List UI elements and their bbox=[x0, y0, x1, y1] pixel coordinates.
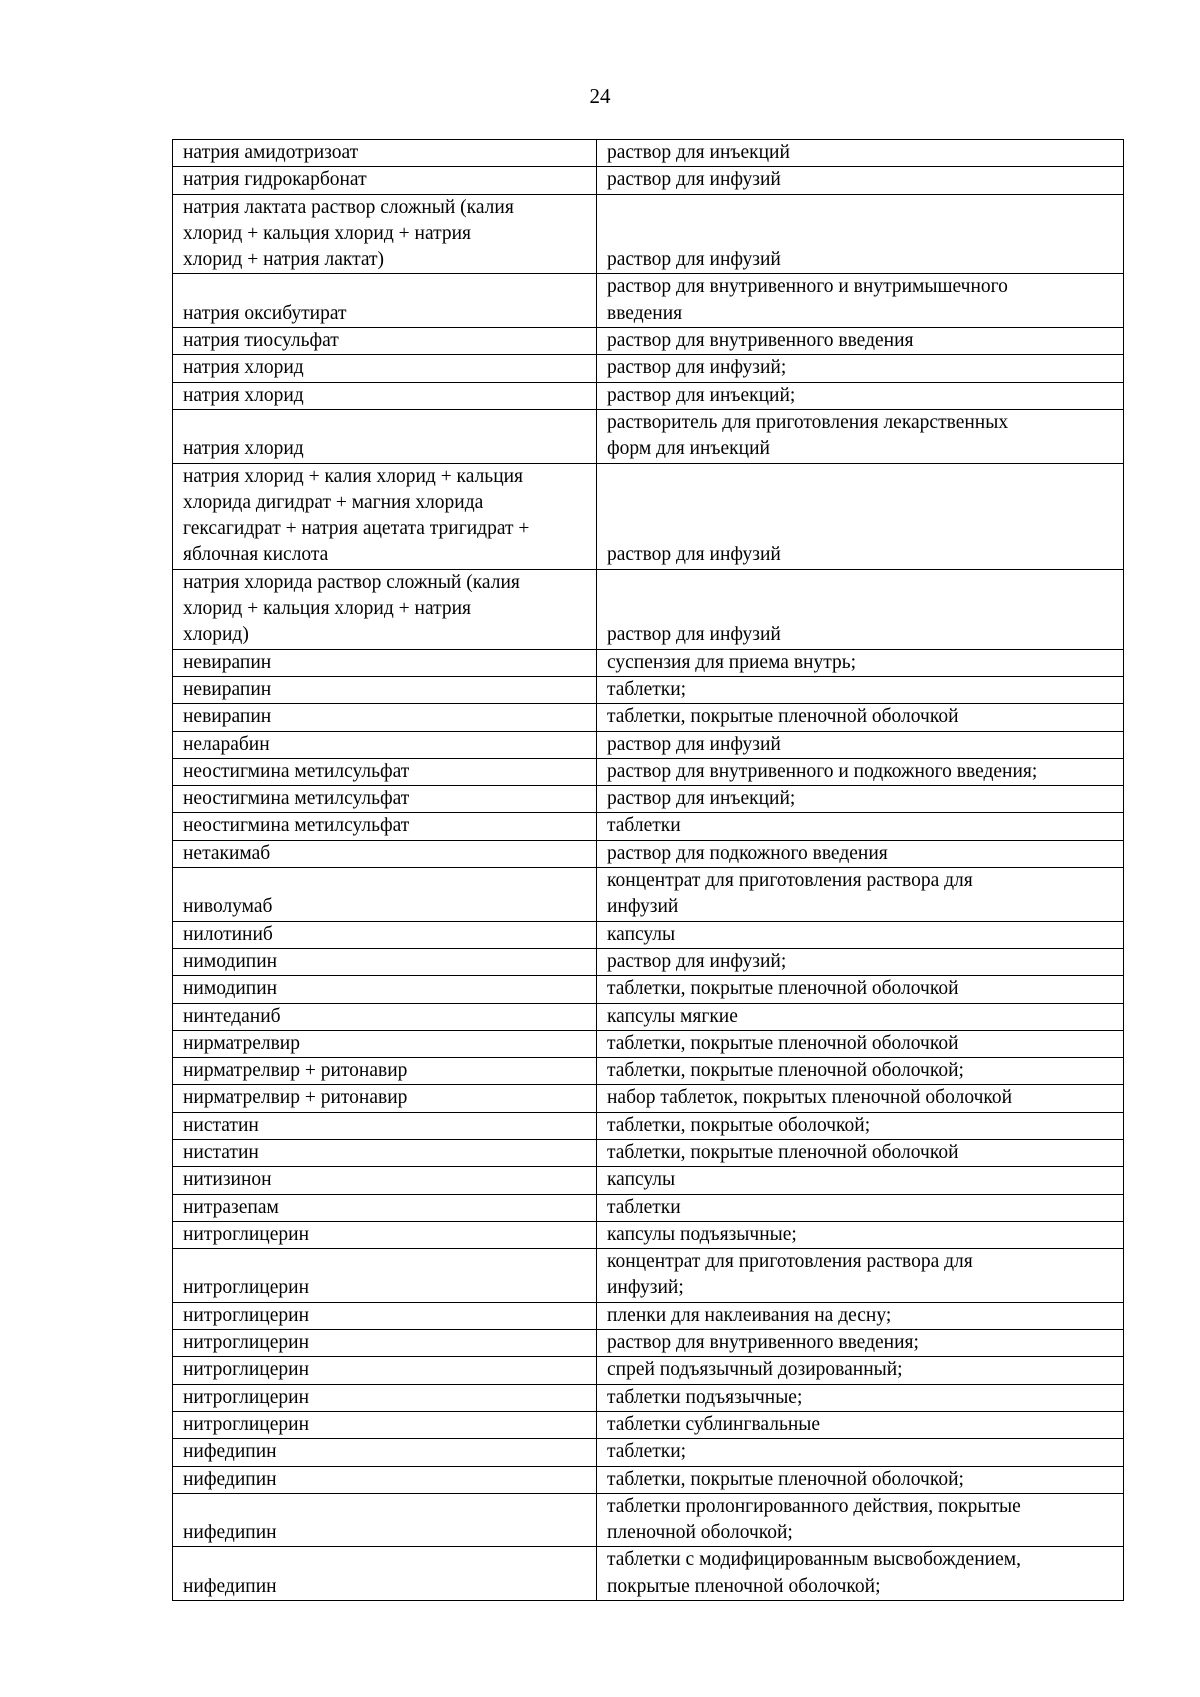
dosage-form-cell: раствор для внутривенного введения bbox=[597, 328, 1124, 355]
table-row bbox=[173, 1139, 1124, 1166]
table-row bbox=[173, 1221, 1124, 1248]
table-row bbox=[173, 1167, 1124, 1194]
table-row bbox=[173, 868, 1124, 922]
dosage-form-cell: таблетки сублингвальные bbox=[597, 1411, 1124, 1438]
dosage-form-cell: концентрат для приготовления раствора для инфузий; bbox=[597, 1249, 1124, 1303]
drug-name-cell: натрия хлорид bbox=[173, 382, 597, 409]
drug-name-cell: нитроглицерин bbox=[173, 1249, 597, 1303]
drug-name-cell: нифедипин bbox=[173, 1466, 597, 1493]
drug-name-cell: нирматрелвир + ритонавир bbox=[173, 1085, 597, 1112]
drug-table bbox=[172, 139, 1124, 1601]
dosage-form-cell: таблетки, покрытые пленочной оболочкой bbox=[597, 1030, 1124, 1057]
drug-name-cell: нистатин bbox=[173, 1139, 597, 1166]
dosage-form-cell: таблетки подъязычные; bbox=[597, 1384, 1124, 1411]
drug-name-cell: нирматрелвир + ритонавир bbox=[173, 1058, 597, 1085]
dosage-form-cell: спрей подъязычный дозированный; bbox=[597, 1357, 1124, 1384]
table-row bbox=[173, 758, 1124, 785]
drug-name-cell: натрия хлорид bbox=[173, 409, 597, 463]
drug-name-cell: нирматрелвир bbox=[173, 1030, 597, 1057]
drug-name-cell: неларабин bbox=[173, 731, 597, 758]
dosage-form-cell: раствор для инъекций; bbox=[597, 786, 1124, 813]
table-row bbox=[173, 1302, 1124, 1329]
drug-name-cell: натрия хлорида раствор сложный (калия хлорид + кальция хлорид + натрия хлорид) bbox=[173, 569, 597, 649]
drug-name-cell: нитроглицерин bbox=[173, 1384, 597, 1411]
table-row bbox=[173, 140, 1124, 167]
dosage-form-cell: раствор для инфузий bbox=[597, 167, 1124, 194]
dosage-form-cell: растворитель для приготовления лекарственных форм для инъекций bbox=[597, 409, 1124, 463]
table-row bbox=[173, 274, 1124, 328]
table-row bbox=[173, 1466, 1124, 1493]
table-row bbox=[173, 649, 1124, 676]
table-row bbox=[173, 813, 1124, 840]
dosage-form-cell: таблетки, покрытые оболочкой; bbox=[597, 1112, 1124, 1139]
table-row bbox=[173, 1439, 1124, 1466]
drug-name-cell: натрия лактата раствор сложный (калия хлорид + кальция хлорид + натрия хлорид + натрия лактат) bbox=[173, 194, 597, 274]
drug-name-cell: натрия гидрокарбонат bbox=[173, 167, 597, 194]
table-row bbox=[173, 382, 1124, 409]
drug-name-cell: невирапин bbox=[173, 649, 597, 676]
table-row bbox=[173, 167, 1124, 194]
dosage-form-cell: набор таблеток, покрытых пленочной оболочкой bbox=[597, 1085, 1124, 1112]
drug-name-cell: натрия амидотризоат bbox=[173, 140, 597, 167]
table-row bbox=[173, 786, 1124, 813]
table-row bbox=[173, 1085, 1124, 1112]
table-row bbox=[173, 1003, 1124, 1030]
dosage-form-cell: таблетки; bbox=[597, 1439, 1124, 1466]
table-row bbox=[173, 1058, 1124, 1085]
table-row bbox=[173, 328, 1124, 355]
drug-name-cell: нилотиниб bbox=[173, 921, 597, 948]
dosage-form-cell: раствор для инфузий; bbox=[597, 948, 1124, 975]
table-row bbox=[173, 355, 1124, 382]
drug-name-cell: нитроглицерин bbox=[173, 1357, 597, 1384]
dosage-form-cell: раствор для внутривенного и внутримышечного введения bbox=[597, 274, 1124, 328]
dosage-form-cell: таблетки; bbox=[597, 676, 1124, 703]
drug-name-cell: неостигмина метилсульфат bbox=[173, 786, 597, 813]
dosage-form-cell: таблетки, покрытые пленочной оболочкой bbox=[597, 976, 1124, 1003]
table-row bbox=[173, 1357, 1124, 1384]
dosage-form-cell: таблетки, покрытые пленочной оболочкой; bbox=[597, 1058, 1124, 1085]
dosage-form-cell: суспензия для приема внутрь; bbox=[597, 649, 1124, 676]
dosage-form-cell: капсулы подъязычные; bbox=[597, 1221, 1124, 1248]
dosage-form-cell: таблетки, покрытые пленочной оболочкой; bbox=[597, 1466, 1124, 1493]
table-row bbox=[173, 840, 1124, 867]
drug-name-cell: натрия хлорид bbox=[173, 355, 597, 382]
drug-name-cell: нитроглицерин bbox=[173, 1302, 597, 1329]
table-row bbox=[173, 409, 1124, 463]
drug-name-cell: нитразепам bbox=[173, 1194, 597, 1221]
table-row bbox=[173, 1411, 1124, 1438]
drug-name-cell: нифедипин bbox=[173, 1547, 597, 1601]
dosage-form-cell: раствор для инфузий bbox=[597, 194, 1124, 274]
drug-name-cell: невирапин bbox=[173, 704, 597, 731]
table-row bbox=[173, 921, 1124, 948]
drug-name-cell: нистатин bbox=[173, 1112, 597, 1139]
dosage-form-cell: концентрат для приготовления раствора для инфузий bbox=[597, 868, 1124, 922]
table-row bbox=[173, 948, 1124, 975]
drug-name-cell: нитроглицерин bbox=[173, 1330, 597, 1357]
table-row bbox=[173, 463, 1124, 569]
table-row bbox=[173, 1330, 1124, 1357]
dosage-form-cell: таблетки bbox=[597, 813, 1124, 840]
drug-name-cell: натрия тиосульфат bbox=[173, 328, 597, 355]
drug-name-cell: ниволумаб bbox=[173, 868, 597, 922]
table-row bbox=[173, 1112, 1124, 1139]
drug-name-cell: неостигмина метилсульфат bbox=[173, 813, 597, 840]
dosage-form-cell: раствор для внутривенного и подкожного введения; bbox=[597, 758, 1124, 785]
table-row bbox=[173, 1194, 1124, 1221]
drug-name-cell: натрия хлорид + калия хлорид + кальция хлорида дигидрат + магния хлорида гексагидрат + натрия ацетата тригидрат + яблочная кислота bbox=[173, 463, 597, 569]
dosage-form-cell: раствор для инъекций bbox=[597, 140, 1124, 167]
drug-name-cell: нитроглицерин bbox=[173, 1411, 597, 1438]
dosage-form-cell: капсулы мягкие bbox=[597, 1003, 1124, 1030]
drug-name-cell: натрия оксибутират bbox=[173, 274, 597, 328]
table-row bbox=[173, 976, 1124, 1003]
table-row bbox=[173, 731, 1124, 758]
table-row bbox=[173, 1030, 1124, 1057]
drug-name-cell: невирапин bbox=[173, 676, 597, 703]
dosage-form-cell: таблетки пролонгированного действия, покрытые пленочной оболочкой; bbox=[597, 1493, 1124, 1547]
dosage-form-cell: раствор для инъекций; bbox=[597, 382, 1124, 409]
drug-name-cell: нифедипин bbox=[173, 1439, 597, 1466]
dosage-form-cell: пленки для наклеивания на десну; bbox=[597, 1302, 1124, 1329]
table-body bbox=[173, 140, 1124, 1601]
table-row bbox=[173, 1249, 1124, 1303]
dosage-form-cell: капсулы bbox=[597, 1167, 1124, 1194]
table-row bbox=[173, 1384, 1124, 1411]
drug-name-cell: нимодипин bbox=[173, 976, 597, 1003]
dosage-form-cell: таблетки bbox=[597, 1194, 1124, 1221]
dosage-form-cell: капсулы bbox=[597, 921, 1124, 948]
drug-name-cell: нетакимаб bbox=[173, 840, 597, 867]
table-row bbox=[173, 1493, 1124, 1547]
dosage-form-cell: раствор для инфузий; bbox=[597, 355, 1124, 382]
dosage-form-cell: раствор для внутривенного введения; bbox=[597, 1330, 1124, 1357]
drug-name-cell: неостигмина метилсульфат bbox=[173, 758, 597, 785]
table-row bbox=[173, 676, 1124, 703]
table-row bbox=[173, 194, 1124, 274]
dosage-form-cell: таблетки, покрытые пленочной оболочкой bbox=[597, 704, 1124, 731]
dosage-form-cell: таблетки с модифицированным высвобождением, покрытые пленочной оболочкой; bbox=[597, 1547, 1124, 1601]
table-row bbox=[173, 569, 1124, 649]
dosage-form-cell: раствор для инфузий bbox=[597, 463, 1124, 569]
drug-name-cell: нитизинон bbox=[173, 1167, 597, 1194]
drug-name-cell: нинтеданиб bbox=[173, 1003, 597, 1030]
dosage-form-cell: таблетки, покрытые пленочной оболочкой bbox=[597, 1139, 1124, 1166]
table-row bbox=[173, 1547, 1124, 1601]
dosage-form-cell: раствор для инфузий bbox=[597, 569, 1124, 649]
dosage-form-cell: раствор для инфузий bbox=[597, 731, 1124, 758]
table-row bbox=[173, 704, 1124, 731]
drug-name-cell: нимодипин bbox=[173, 948, 597, 975]
drug-name-cell: нифедипин bbox=[173, 1493, 597, 1547]
page-number: 24 bbox=[589, 84, 611, 108]
drug-name-cell: нитроглицерин bbox=[173, 1221, 597, 1248]
dosage-form-cell: раствор для подкожного введения bbox=[597, 840, 1124, 867]
